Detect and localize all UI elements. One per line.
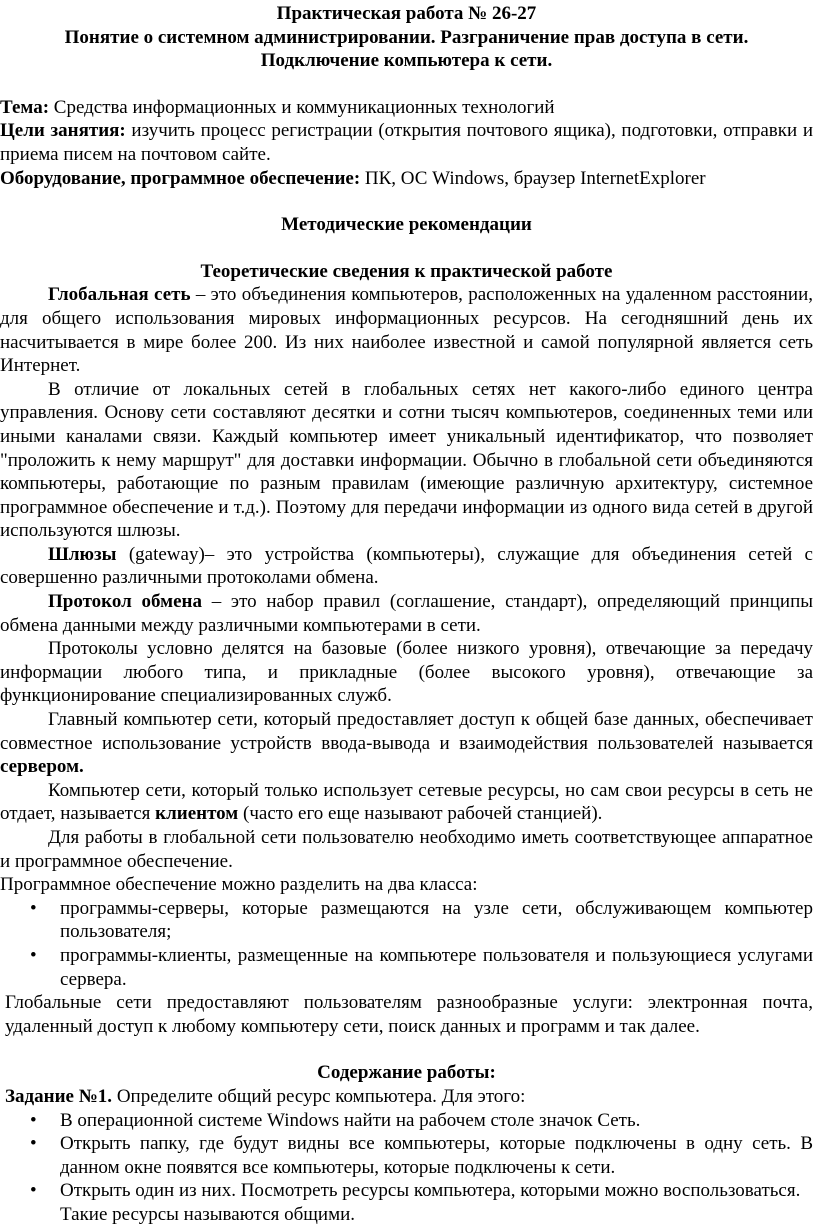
section-heading-content: Содержание работы: [317, 1062, 496, 1084]
theory-paragraph-services: Глобальные сети предоставляют пользователям разнообразные услуги: электронная почта, удаленный доступ к любому компьютеру сети, поиск данных и программ и так далее. [5, 992, 813, 1037]
term-client: клиентом [155, 803, 239, 825]
goals-label: Цели занятия: [0, 120, 126, 142]
term-protocol: Протокол обмена [48, 591, 202, 613]
topic-label: Тема: [0, 96, 50, 118]
theory-paragraph-global-vs-local: В отличие от локальных сетей в глобальных сетях нет какого-либо единого центра управления. Основу сети составляют десятки и сотни тысяч компьютеров, соединенных теми или иными каналами связи. Каждый компьютер имеет уникальный идентификатор, что позволяет "проложить к нему маршрут" для доставки информации. Обычно в глобальной сети объединяются компьютеры, работающие по разным правилам (имеющие различную архитектуру, системное программное обеспечение и т.д.). Поэтому для передачи информации из одного вида сетей в другой используются шлюзы. [0, 378, 813, 542]
term-global-network: Глобальная сеть [48, 284, 191, 306]
goals-paragraph [0, 119, 813, 166]
section-heading-methodical: Методические рекомендации [281, 214, 532, 236]
list-item: • программы-серверы, которые размещаются на узле сети, обслуживающем компьютер пользователя; [30, 897, 813, 943]
bullet-icon: • [30, 944, 37, 966]
equipment-text: ПК, ОС Windows, браузер InternetExplorer [360, 167, 706, 189]
theory-paragraph-protocol: Протокол обмена – это набор правил (соглашение, стандарт), определяющий принципы обмена данными между различными компьютерами в сети. [0, 591, 814, 636]
topic-text: Средства информационных и коммуникационных технологий [49, 96, 555, 118]
theory-paragraph-gateways: Шлюзы (gateway)– это устройства (компьютеры), служащие для объединения сетей с совершенно различными протоколами обмена. [0, 543, 813, 589]
theory-paragraph-software-classes: Программное обеспечение можно разделить на два класса: [0, 874, 478, 896]
theory-paragraph-client: Компьютер сети, который только использует сетевые ресурсы, но сам свои ресурсы в сеть не отдает, называется клиентом (часто его еще называют рабочей станцией). [0, 779, 813, 825]
task-1-label: Задание №1. [5, 1085, 113, 1107]
theory-paragraph-requirements: Для работы в глобальной сети пользователю необходимо иметь соответствующее аппаратное и программное обеспечение. [0, 827, 813, 872]
list-item: • Открыть папку, где будут видны все компьютеры, которые подключены в одну сеть. В данном окне появятся все компьютеры, которые подключены к сети. [30, 1133, 813, 1178]
theory-paragraph-protocol-types: Протоколы условно делятся на базовые (более низкого уровня), отвечающие за передачу информации любого типа, и прикладные (более высокого уровня), отвечающие за функционирование специализированных служб. [0, 638, 813, 707]
list-item: • Открыть один из них. Посмотреть ресурсы компьютера, которыми можно воспользоваться. Такие ресурсы называются общими. [30, 1180, 801, 1225]
document-subtitle-line-1: Понятие о системном администрировании. Разграничение прав доступа в сети. [64, 26, 749, 48]
equipment-line [0, 167, 813, 191]
section-heading-theory: Теоретические сведения к практической работе [200, 260, 613, 282]
theory-paragraph-global-network: Глобальная сеть – это объединения компьютеров, расположенных на удаленном расстоянии, для общего использования мировых информационных ресурсов. На сегодняшний день их насчитывается в мире более 200. Из них наиболее известной и самой популярной является сеть Интернет. [0, 284, 813, 377]
list-item: • В операционной системе Windows найти на рабочем столе значок Сеть. [30, 1109, 641, 1131]
document-subtitle-line-2: Подключение компьютера к сети. [260, 50, 553, 72]
bullet-icon: • [30, 897, 37, 919]
term-gateways: Шлюзы [48, 543, 117, 565]
software-classes-list [0, 897, 813, 991]
bullet-icon: • [30, 1133, 37, 1155]
task-1-intro: Задание №1. Определите общий ресурс компьютера. Для этого: [5, 1085, 526, 1107]
document-title: Практическая работа № 26-27 [276, 3, 537, 24]
list-item: • программы-клиенты, размещенные на компьютере пользователя и пользующиеся услугами сервера. [30, 944, 813, 990]
topic-line [0, 96, 813, 120]
term-server: сервером. [0, 756, 84, 778]
goals-text: изучить процесс регистрации (открытия почтового ящика), подготовки, отправки и приема писем на почтовом сайте. [0, 120, 813, 165]
task-1-steps-list [0, 1109, 813, 1227]
bullet-icon: • [30, 1180, 37, 1202]
theory-paragraph-server: Главный компьютер сети, который предоставляет доступ к общей базе данных, обеспечивает совместное использование устройств ввода-вывода и взаимодействия пользователей называется сервером. [0, 709, 813, 778]
bullet-icon: • [30, 1109, 37, 1131]
equipment-label: Оборудование, программное обеспечение: [0, 167, 361, 189]
